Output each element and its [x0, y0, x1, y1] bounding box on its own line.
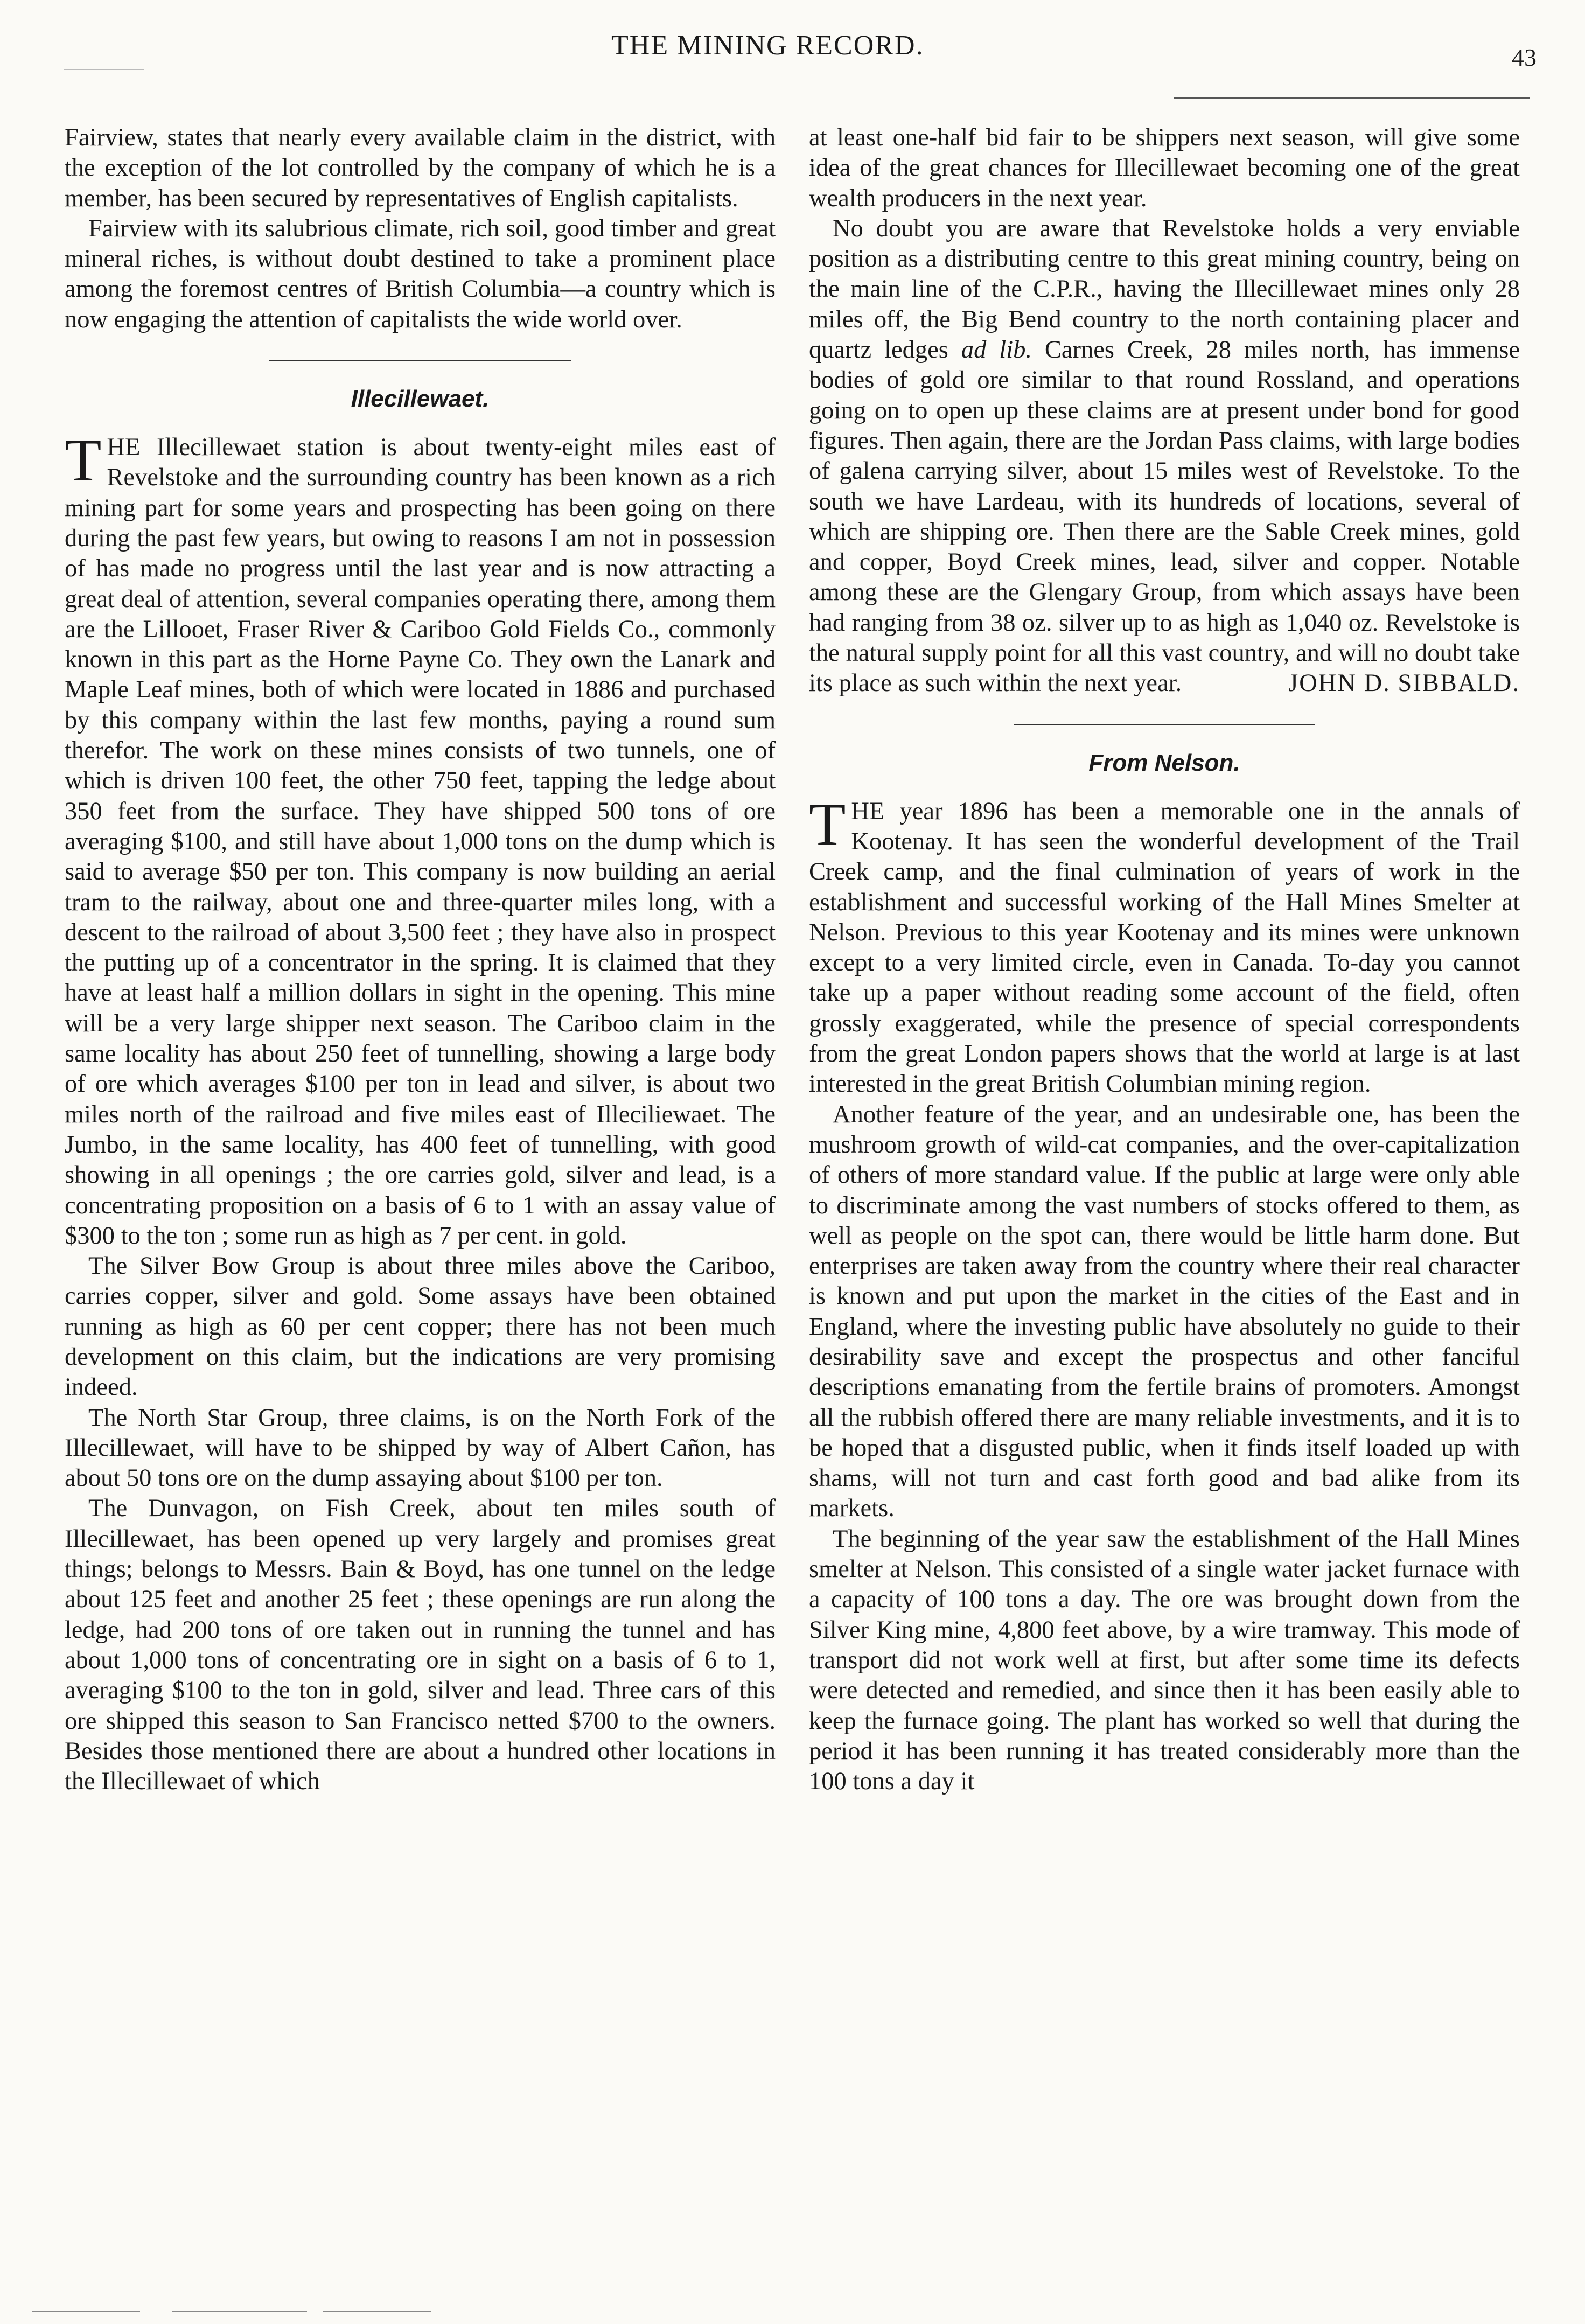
paragraph: Fairview, states that nearly every available claim in the district, with the exception of the lot controlled by the company of which he is a member, has been secured by representatives of English capitalists. — [65, 124, 776, 212]
paragraph: The beginning of the year saw the establishment of the Hall Mines smelter at Nelson. This consisted of a single water jacket furnace with a capacity of 100 tons a day. The ore was brought down from the Silver King mine, 4,800 feet above, by a wire tramway. This mode of transport did not work well at first, but after some time its defects were detected and remedied, and since then it has been easily able to keep the furnace going. The plant has worked so well that during the period it has been running it has treated considerably more than the 100 tons a day it — [809, 1525, 1520, 1796]
header-rule-right — [1174, 97, 1530, 99]
drop-cap: T — [65, 427, 102, 494]
running-head: THE MINING RECORD. — [611, 30, 924, 61]
paragraph-text: HE year 1896 has been a memorable one in the annals of Kootenay. It has seen the wonderful development of the Trail Creek camp, and the final culmination of years of work in the establishment and successful working of the Hall Mines Smelter at Nelson. Previous to this year Kootenay and its mines were unknown except to a very limited circle, even in Canada. To-day you cannot take up a paper without reading some account of the field, often grossly exaggerated, while the presence of special correspondents from the great London papers shows that the world at large is at last interested in the great British Columbian mining region. — [809, 797, 1520, 1098]
paragraph-text: Carnes Creek, 28 miles north, has immense bodies of gold ore similar to that round Rossland, and operations going on to open up these claims are at present under bond for good figures. Then again, there are the Jordan Pass claims, with large bodies of galena carrying silver, about 15 miles west of Revelstoke. To the south we have Lardeau, with its hundreds of locations, several of which are shipping ore. Then there are the Sable Creek mines, gold and copper, Boyd Creek mines, lead, silver and copper. Notable among these are the Glengary Group, from which assays have been had ranging from 38 oz. silver up to as high as 1,040 oz. Revelstoke is the natural supply point for all this vast country, and will no doubt take its place as such within the next year. — [809, 336, 1520, 697]
paragraph-text: HE Illecillewaet station is about twenty-eight miles east of Revelstoke and the surrounding country has been known as a rich mining part for some years and prospecting has been going on there during the past few years, but owing to reasons I am not in possession of has made no progress until the last year and is now attracting a great deal of attention, several companies operating there, among them are the Lillooet, Fraser River & Cariboo Gold Fields Co., commonly known in this part as the Horne Payne Co. They own the Lanark and Maple Leaf mines, both of which were located in 1886 and purchased by this company within the last few months, paying a round sum therefor. The work on these mines consists of two tunnels, one of which is driven 100 feet, the other 750 feet, tapping the ledge about 350 feet from the surface. They have shipped 500 tons of ore averaging $100, and still have about 1,000 tons on the dump which is said to average $50 per ton. This company is now building an aerial tram to the railway, about one and three-quarter miles long, with a descent to the railroad of about 3,500 feet ; they have also in prospect the putting up of a concentrator in the spring. It is claimed that they have at least half a million dollars in sight in the opening. This mine will be a very large shipper next season. The Cariboo claim in the same locality has about 250 feet of tunnelling, showing a large body of ore which averages $100 per ton in lead and silver, is about two miles north of the railroad and five miles east of Illeciliewaet. The Jumbo, in the same locality, has 400 feet of tunnelling, with good showing in all openings ; the ore carries gold, silver and lead, is a concentrating proposition on a basis of 6 to 1 with an assay value of $300 to the ton ; some run as high as 7 per cent. in gold. — [65, 434, 776, 1250]
page-number: 43 — [1512, 44, 1537, 71]
paragraph: Fairview with its salubrious climate, rich soil, good timber and great mineral riches, is without doubt destined to take a prominent place among the foremost centres of British Columbia—a country which is now engaging the attention of capitalists the wide world over. — [65, 214, 776, 333]
left-column — [65, 123, 776, 1797]
footer-rule — [323, 2311, 431, 2312]
paragraph: at least one-half bid fair to be shippers next season, will give some idea of the great chances for Illecillewaet becoming one of the great wealth producers in the next year. — [809, 124, 1520, 212]
section-title: Illecillewaet. — [351, 386, 490, 413]
footer-rule — [172, 2311, 307, 2312]
section-title: From Nelson. — [1088, 749, 1240, 776]
paragraph — [809, 214, 1520, 699]
section-divider — [269, 360, 571, 361]
section-divider — [1014, 724, 1315, 725]
paragraph: The Dunvagon, on Fish Creek, about ten miles south of Illecillewaet, has been opened up very largely and promises great things; belongs to Messrs. Bain & Boyd, has one tunnel on the ledge about 125 feet and another 25 feet ; these openings are run along the ledge, had 200 tons of ore taken out in running the tunnel and has about 1,000 tons of concentrating ore in sight on a basis of 6 to 1, averaging $100 to the ton in gold, silver and lead. Three cars of this ore shipped this season to San Francisco netted $700 to the owners. Besides those mentioned there are about a hundred other locations in the Illecillewaet of which — [65, 1495, 776, 1796]
italic-text: ad lib. — [961, 336, 1032, 364]
header-rule-left — [64, 69, 144, 70]
footer-rule — [32, 2311, 140, 2312]
paragraph: Another feature of the year, and an undesirable one, has been the mushroom growth of wild-cat companies, and the over-capitalization of others of more standard value. If the public at large were only able to discriminate among the vast numbers of stocks offered to them, as well as people on the spot can, there would be little harm done. But enterprises are taken away from the country where their real character is known and put upon the market in the cities of the East and in England, where the investing public have absolutely no guide to their desirability save and except the prospectus and other fanciful descriptions emanating from the fertile brains of promoters. Amongst all the rubbish offered there are many reliable investments, and it is to be hoped that a disgusted public, when it finds itself loaded up with shams, will not turn and cast forth good and bad alike from its markets. — [809, 1100, 1520, 1523]
paragraph: The Silver Bow Group is about three miles above the Cariboo, carries copper, silver and gold. Some assays have been obtained running as high as 60 per cent copper; there has not been much development on this claim, but the indications are very promising indeed. — [65, 1252, 776, 1401]
drop-cap: T — [809, 791, 846, 858]
author-signature: JOHN D. SIBBALD. — [1288, 669, 1520, 697]
paragraph-text: No doubt you are aware that Revelstoke holds a very enviable position as a distributing centre to this great mining country, being on the main line of the C.P.R., having the Illecillewaet mines only 28 miles off, the Big Bend country to the north containing placer and quartz ledges — [809, 214, 1520, 364]
right-column — [809, 123, 1520, 1797]
paragraph — [809, 791, 1520, 1100]
paragraph — [65, 427, 776, 1251]
paragraph: The North Star Group, three claims, is on the North Fork of the Illecillewaet, will have to be shipped by way of Albert Cañon, has about 50 tons ore on the dump assaying about $100 per ton. — [65, 1404, 776, 1492]
